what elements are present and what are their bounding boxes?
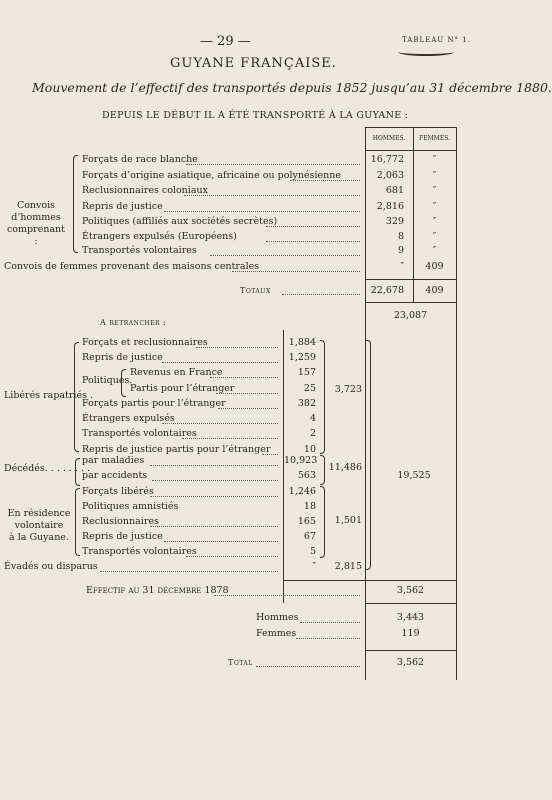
residence-brace (75, 488, 80, 556)
header-bottom-rule (365, 150, 456, 151)
dot-leader (296, 638, 360, 639)
residence-row-label: Reclusionnaires (82, 516, 159, 527)
dot-leader (182, 438, 278, 439)
femmes-cell: ″ (432, 231, 437, 242)
flourish-ornament (398, 48, 454, 56)
dot-leader (162, 362, 278, 363)
liberes-row-label: Étrangers expulsés (82, 413, 175, 424)
column-header-femmes: FEMMES. (418, 135, 450, 142)
summary-total: 3,562 (396, 657, 425, 668)
dot-leader (150, 496, 278, 497)
dot-leader (262, 454, 278, 455)
page-number: — 29 — (200, 34, 251, 49)
dot-leader (256, 666, 360, 667)
dot-leader (152, 480, 278, 481)
dot-leader (162, 423, 278, 424)
subtract-cell: 18 (303, 501, 316, 512)
residence-label-line: volontaire (14, 520, 64, 531)
subtract-cell: 10 (303, 444, 316, 455)
hommes-cell: 9 (397, 245, 404, 256)
dot-leader (232, 271, 360, 272)
liberes-row-label: Forçats et reclusionnaires (82, 337, 208, 348)
dot-leader (184, 195, 360, 196)
liberes-row-label: Repris de justice (82, 352, 163, 363)
residence-label-line: à la Guyane. (9, 532, 69, 543)
hommes-cell: 2,816 (376, 201, 404, 212)
convois-row-label: Politiques (affiliés aux sociétés secrètes) (82, 216, 278, 227)
dot-leader (266, 226, 360, 227)
table-top-rule (365, 127, 456, 128)
subtract-cell: 25 (303, 383, 316, 394)
liberes-row-label: Partis pour l’étranger (130, 383, 235, 394)
femmes-cell: ″ (432, 216, 437, 227)
convois-group-label: Convois d’hommes comprenant : (6, 200, 65, 247)
convois-row-label: Repris de justice (82, 201, 163, 212)
femmes-cell: 409 (425, 261, 444, 272)
hommes-cell: 2,063 (376, 170, 404, 181)
dot-leader (150, 526, 278, 527)
summary-femmes-label: Femmes (256, 628, 297, 639)
dot-leader (214, 595, 360, 596)
retrancher-heading: A retrancher : (100, 318, 167, 327)
subtract-cell: 10,923 (284, 455, 318, 466)
residence-row-label: Repris de justice (82, 531, 163, 542)
residence-row-label: Transportés volontaires (82, 546, 197, 557)
residence-total-brace (320, 486, 325, 558)
effectif-bottom-rule (365, 603, 456, 604)
subtract-cell: 2 (309, 428, 316, 439)
liberes-row-label: Revenus en France (130, 367, 223, 378)
subtract-cell: 1,246 (288, 486, 316, 497)
page-title: GUYANE FRANÇAISE. (170, 56, 337, 71)
femmes-convoy-label: Convois de femmes provenant des maisons centrales (4, 261, 260, 272)
residence-row-label: Politiques amnistiés (82, 501, 179, 512)
subtract-cell: 5 (309, 546, 316, 557)
decedes-brace (75, 458, 80, 486)
dot-leader (282, 294, 360, 295)
dot-leader (218, 408, 278, 409)
dot-leader (164, 541, 278, 542)
dot-leader (290, 180, 360, 181)
liberes-row-label: Forçats partis pour l’étranger (82, 398, 226, 409)
subtract-cell: 382 (297, 398, 316, 409)
dot-leader (216, 393, 278, 394)
evades-value: ″ (312, 561, 316, 572)
summary-hommes: 3,443 (396, 612, 425, 623)
grand-subtotal-brace (366, 340, 371, 570)
convois-row-label: Transportés volontaires (82, 245, 197, 256)
column-rule-right (456, 127, 457, 680)
grand-subtotal: 19,525 (397, 470, 431, 481)
decedes-total-brace (320, 455, 325, 485)
liberes-subtotal: 3,723 (334, 384, 362, 395)
residence-label-line: En résidence (7, 508, 71, 519)
hommes-cell: 329 (385, 216, 404, 227)
dot-leader (300, 622, 360, 623)
effectif-label (86, 585, 229, 597)
liberes-row-label: Repris de justice partis pour l’étranger (82, 444, 271, 455)
hommes-cell: 16,772 (370, 154, 404, 165)
page-subtitle: Mouvement de l’effectif des transportés depuis 1852 jusqu’au 31 décembre 1880. (32, 80, 552, 95)
subtract-cell: 563 (297, 470, 316, 481)
femmes-cell: ″ (432, 245, 437, 256)
summary-total-label: Total (228, 658, 253, 667)
subtract-cell: 1,884 (288, 337, 316, 348)
effectif-text: Effectif au 31 décembre 1878 (86, 585, 229, 596)
totaux-femmes: 409 (425, 285, 444, 296)
summary-femmes: 119 (401, 628, 420, 639)
decedes-row-label: par maladies (82, 455, 145, 466)
convois-row-label: Forçats de race blanche (82, 154, 198, 165)
totaux-label: Totaux (240, 286, 271, 295)
dot-leader (210, 255, 360, 256)
subtract-cell: 165 (297, 516, 316, 527)
femmes-cell: ″ (432, 170, 437, 181)
subtract-cell: 4 (309, 413, 316, 424)
politiques-label: Politiques. (82, 375, 133, 386)
section-heading: DEPUIS LE DÉBUT IL A ÉTÉ TRANSPORTÉ À LA GUYANE : (102, 110, 409, 121)
dot-leader (186, 164, 360, 165)
dot-leader (196, 347, 278, 348)
dot-leader (266, 241, 360, 242)
dot-leader (210, 377, 278, 378)
hommes-cell: ″ (400, 261, 404, 272)
liberes-brace (74, 342, 79, 452)
pre-total-rule (365, 279, 456, 280)
decedes-row-label: par accidents (82, 470, 148, 481)
convois-row-label: Reclusionnaires coloniaux (82, 185, 208, 196)
politiques-brace (121, 369, 126, 397)
dot-leader (164, 211, 360, 212)
subtract-cell: 1,259 (288, 352, 316, 363)
convois-brace (73, 155, 78, 253)
evades-subtotal: 2,815 (334, 561, 362, 572)
evades-label: Évadés ou disparus (4, 561, 98, 572)
table-reference: TABLEAU N° 1. (402, 36, 471, 44)
column-header-hommes: HOMMES. (372, 135, 406, 142)
subtract-cell: 67 (303, 531, 316, 542)
femmes-cell: ″ (432, 185, 437, 196)
effectif-value: 3,562 (396, 585, 425, 596)
femmes-cell: ″ (432, 201, 437, 212)
residence-subtotal: 1,501 (334, 515, 362, 526)
liberes-total-brace (320, 340, 325, 454)
convois-row-label: Étrangers expulsés (Européens) (82, 231, 237, 242)
dot-leader (100, 571, 278, 572)
femmes-cell: ″ (432, 154, 437, 165)
dot-leader (150, 465, 278, 466)
effectif-top-rule (284, 580, 456, 581)
subtract-cell: 157 (297, 367, 316, 378)
post-total-rule (365, 302, 456, 303)
hommes-cell: 8 (397, 231, 404, 242)
totaux-hommes: 22,678 (370, 285, 404, 296)
convois-row-label: Forçats d’origine asiatique, africaine ou polynésienne (82, 170, 342, 181)
decedes-group-label: Décédés. . . . . . . . (4, 463, 91, 474)
summary-hommes-label: Hommes (256, 612, 299, 623)
totaux-combined: 23,087 (393, 310, 428, 321)
hommes-cell: 681 (385, 185, 404, 196)
dot-leader (186, 556, 278, 557)
liberes-group-label: Libérés rapatriés . (4, 390, 93, 401)
residence-row-label: Forçats libérés (82, 486, 154, 497)
summary-rule (365, 650, 456, 651)
liberes-row-label: Transportés volontaires (82, 428, 197, 439)
decedes-subtotal: 11,486 (328, 462, 362, 473)
